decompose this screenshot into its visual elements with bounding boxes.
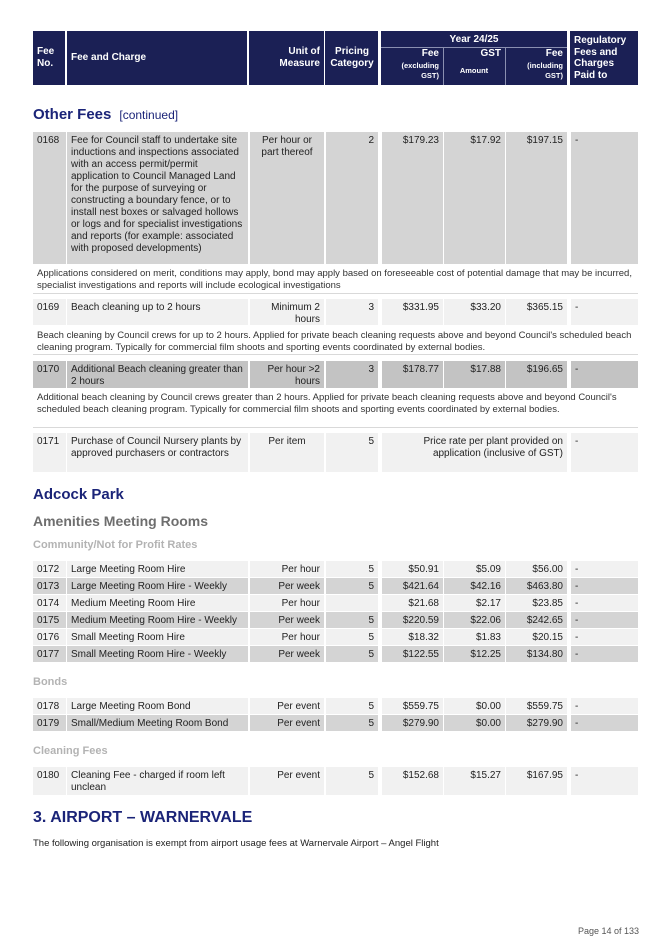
fee-number: 0173 [33, 578, 66, 594]
fee-excl-gst: $21.68 [382, 595, 443, 611]
unit-of-measure: Per hour [250, 561, 324, 577]
regulatory-paid-to: - [571, 767, 638, 795]
regulatory-paid-to: - [571, 698, 638, 714]
pricing-category: 5 [326, 561, 378, 577]
header-gst-sub: Amount [459, 66, 489, 75]
gst-amount: $33.20 [444, 299, 505, 325]
header-fee-no [33, 31, 65, 85]
fee-excl-gst: $152.68 [382, 767, 443, 795]
pricing-category: 3 [326, 361, 378, 388]
row-note: Applications considered on merit, conditions may apply, bond may apply based on foreseeable cost of potential damage that may be incurred, specialist investigations and reports will include ecological investigations [33, 266, 638, 294]
fee-description: Medium Meeting Room Hire [67, 595, 248, 611]
fee-incl-gst: $463.80 [506, 578, 567, 594]
unit-of-measure: Per hour [250, 629, 324, 645]
pricing-category: 5 [326, 715, 378, 731]
fee-description: Cleaning Fee - charged if room left unclean [67, 767, 248, 795]
other-fees-title: Other Fees [33, 106, 112, 123]
fee-description: Small Meeting Room Hire [67, 629, 248, 645]
fee-incl-gst: $56.00 [506, 561, 567, 577]
pricing-category: 5 [326, 698, 378, 714]
fee-number: 0169 [33, 299, 66, 325]
fee-description: Purchase of Council Nursery plants by approved purchasers or contractors [67, 433, 248, 472]
fee-incl-gst: $365.15 [506, 299, 567, 325]
pricing-category: 5 [326, 578, 378, 594]
unit-of-measure: Per week [250, 578, 324, 594]
gst-amount: $22.06 [444, 612, 505, 628]
regulatory-paid-to: - [571, 361, 638, 388]
header-fee-and-charge [67, 31, 247, 85]
fee-incl-gst: $279.90 [506, 715, 567, 731]
gst-amount: $12.25 [444, 646, 505, 662]
row-note: Additional beach cleaning by Council crews greater than 2 hours. Applied for private beach cleaning requests above and beyond Council's scheduled beach cleaning program. Typically for commercial film shoots and sporting events coordinated by external bodies. [33, 390, 638, 428]
unit-of-measure: Per event [250, 698, 324, 714]
fee-excl-gst: $421.64 [382, 578, 443, 594]
header-gst-label: GST [480, 48, 501, 59]
fee-number: 0179 [33, 715, 66, 731]
fee-excl-gst: $122.55 [382, 646, 443, 662]
tier-title-cleaning: Cleaning Fees [33, 745, 108, 757]
fee-excl-gst: $559.75 [382, 698, 443, 714]
header-fee-incl-sub: (including GST) [527, 61, 563, 80]
regulatory-paid-to: - [571, 646, 638, 662]
regulatory-paid-to: - [571, 578, 638, 594]
unit-of-measure: Per event [250, 715, 324, 731]
header-unit-label: Unit of Measure [279, 46, 320, 69]
pricing-category: 5 [326, 646, 378, 662]
subsection-title-amenities: Amenities Meeting Rooms [33, 513, 209, 529]
header-fee-and-charge-label: Fee and Charge [71, 52, 147, 63]
fee-excl-gst: $220.59 [382, 612, 443, 628]
fee-description: Large Meeting Room Bond [67, 698, 248, 714]
gst-amount: $0.00 [444, 715, 505, 731]
pricing-category: 3 [326, 299, 378, 325]
header-fee-excl-label: Fee [421, 48, 439, 59]
gst-amount: $17.92 [444, 132, 505, 264]
fee-description: Additional Beach cleaning greater than 2 hours [67, 361, 248, 388]
unit-of-measure: Per week [250, 612, 324, 628]
regulatory-paid-to: - [571, 715, 638, 731]
regulatory-paid-to: - [571, 561, 638, 577]
pricing-category: 5 [326, 767, 378, 795]
fee-excl-gst: $331.95 [382, 299, 443, 325]
header-regulatory [570, 31, 638, 85]
fee-number: 0170 [33, 361, 66, 388]
fee-excl-gst: $50.91 [382, 561, 443, 577]
page-number: Page 14 of 133 [577, 926, 639, 936]
fee-description: Fee for Council staff to undertake site inductions and inspections associated with an access permit/permit application to Council Managed Land for the purpose of surveying or constructing a boundary fence, or to install nest boxes or salvaged hollows or logs and for specialist investigations and reports (for example: associated with proposed developments) [67, 132, 248, 264]
fee-excl-gst: $179.23 [382, 132, 443, 264]
header-fee-excl-sub: (excluding GST) [401, 61, 439, 80]
header-pricing-label: Pricing Category [330, 46, 374, 69]
tier-title-bonds: Bonds [33, 676, 68, 688]
regulatory-paid-to: - [571, 629, 638, 645]
fee-number: 0168 [33, 132, 66, 264]
row-note: Beach cleaning by Council crews for up to 2 hours. Applied for private beach cleaning requests above and beyond Council's scheduled beach cleaning program. Typically for commercial film shoots and sporting events coordinated by external bodies. [33, 328, 638, 355]
regulatory-paid-to: - [571, 299, 638, 325]
pricing-category: 5 [326, 629, 378, 645]
fee-incl-gst: $134.80 [506, 646, 567, 662]
unit-of-measure: Per item [250, 433, 324, 472]
other-fees-continued: [continued] [119, 108, 179, 122]
section-title-other-fees [33, 106, 178, 123]
regulatory-paid-to: - [571, 595, 638, 611]
fee-incl-gst: $197.15 [506, 132, 567, 264]
fee-description: Large Meeting Room Hire - Weekly [67, 578, 248, 594]
fee-description: Large Meeting Room Hire [67, 561, 248, 577]
fee-incl-gst: $559.75 [506, 698, 567, 714]
gst-amount: $0.00 [444, 698, 505, 714]
fee-number: 0171 [33, 433, 66, 472]
header-regulatory-label: Regulatory Fees and Charges Paid to [574, 35, 627, 81]
fee-description: Small/Medium Meeting Room Bond [67, 715, 248, 731]
unit-of-measure: Minimum 2 hours [250, 299, 324, 325]
unit-of-measure: Per hour or part thereof [250, 132, 324, 264]
airport-exemption-text: The following organisation is exempt from airport usage fees at Warnervale Airport – Angel Flight [33, 838, 439, 849]
fee-number: 0172 [33, 561, 66, 577]
unit-of-measure: Per hour [250, 595, 324, 611]
fee-incl-gst: $196.65 [506, 361, 567, 388]
gst-amount: $2.17 [444, 595, 505, 611]
unit-of-measure: Per event [250, 767, 324, 795]
gst-amount: $15.27 [444, 767, 505, 795]
regulatory-paid-to: - [571, 132, 638, 264]
fee-number: 0177 [33, 646, 66, 662]
header-unit [249, 31, 324, 85]
header-year-label: Year 24/25 [449, 34, 499, 45]
header-pricing [325, 31, 378, 85]
fee-number: 0175 [33, 612, 66, 628]
header-fee-no-label: Fee No. [37, 46, 55, 69]
regulatory-paid-to: - [571, 433, 638, 472]
header-year-group [381, 31, 567, 85]
fee-excl-gst: $178.77 [382, 361, 443, 388]
fee-description: Small Meeting Room Hire - Weekly [67, 646, 248, 662]
fee-number: 0176 [33, 629, 66, 645]
gst-amount: $1.83 [444, 629, 505, 645]
pricing-category: 5 [326, 433, 378, 472]
fee-number: 0178 [33, 698, 66, 714]
pricing-category [326, 595, 378, 611]
fee-incl-gst: $20.15 [506, 629, 567, 645]
unit-of-measure: Per week [250, 646, 324, 662]
gst-amount: $17.88 [444, 361, 505, 388]
fee-excl-gst: $18.32 [382, 629, 443, 645]
gst-amount: $5.09 [444, 561, 505, 577]
section-title-adcock-park: Adcock Park [33, 486, 124, 503]
header-fee-incl-label: Fee [545, 48, 563, 59]
fee-incl-gst: $23.85 [506, 595, 567, 611]
regulatory-paid-to: - [571, 612, 638, 628]
fee-description: Beach cleaning up to 2 hours [67, 299, 248, 325]
fee-number: 0174 [33, 595, 66, 611]
pricing-category: 2 [326, 132, 378, 264]
unit-of-measure: Per hour >2 hours [250, 361, 324, 388]
fee-description: Medium Meeting Room Hire - Weekly [67, 612, 248, 628]
price-on-application: Price rate per plant provided on application (inclusive of GST) [382, 433, 567, 472]
fee-incl-gst: $167.95 [506, 767, 567, 795]
gst-amount: $42.16 [444, 578, 505, 594]
tier-title-community: Community/Not for Profit Rates [33, 539, 198, 551]
section-title-airport: 3. AIRPORT – WARNERVALE [33, 809, 253, 826]
pricing-category: 5 [326, 612, 378, 628]
fee-number: 0180 [33, 767, 66, 795]
fee-incl-gst: $242.65 [506, 612, 567, 628]
fee-excl-gst: $279.90 [382, 715, 443, 731]
